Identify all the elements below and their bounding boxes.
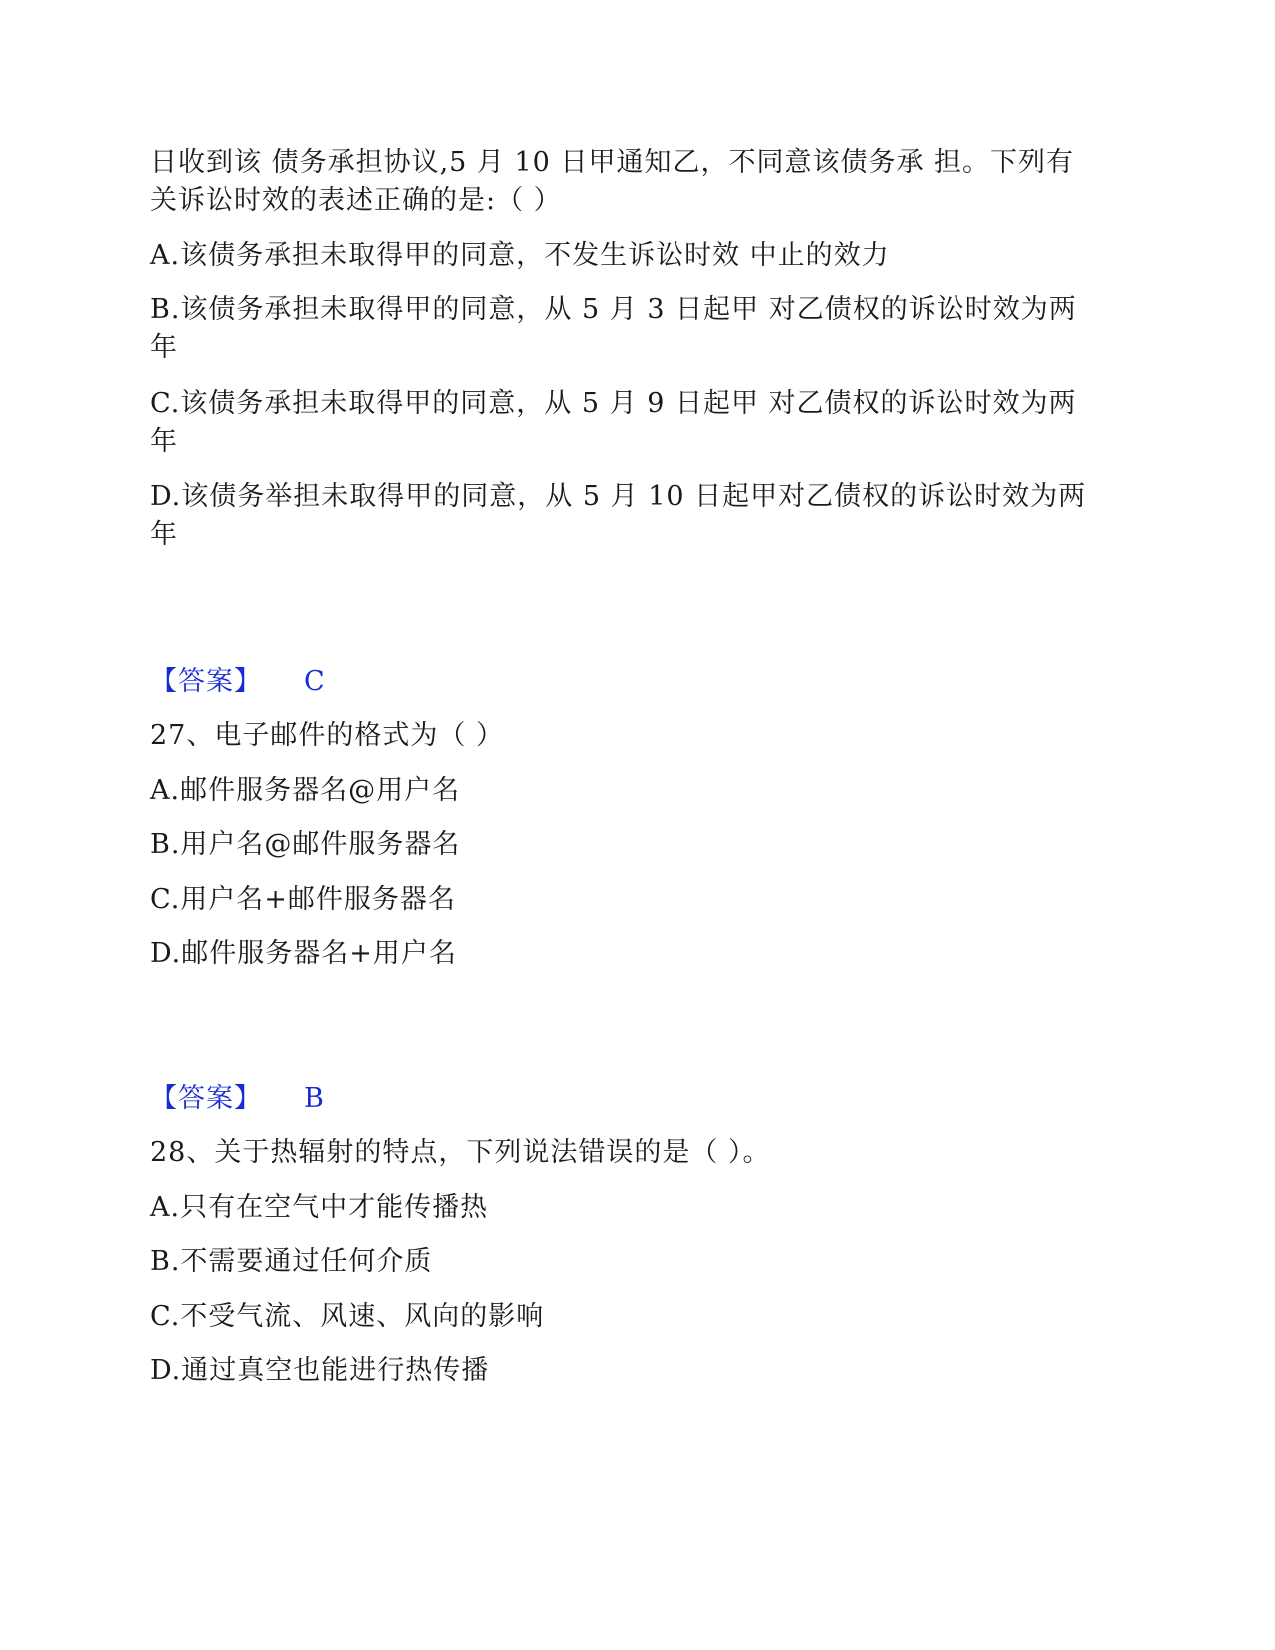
q26-option-a: A.该债务承担未取得甲的同意，不发生诉讼时效 中止的效力 — [150, 240, 890, 271]
answer-value: B — [304, 1083, 325, 1114]
q26-answer — [150, 662, 1110, 702]
q28-option-b: B.不需要通过任何介质 — [150, 1246, 433, 1277]
q27-option-a: A.邮件服务器名@用户名 — [150, 775, 461, 806]
answer-label: 【答案】 — [150, 1083, 262, 1114]
q26-stem-line-2: 关诉讼时效的表述正确的是:（ ） — [150, 185, 562, 216]
answer-value: C — [304, 666, 326, 697]
q26-option-d-line-2: 年 — [150, 519, 178, 550]
q26-option-b-line-1: B.该债务承担未取得甲的同意，从 5 月 3 日起甲 对乙债权的诉讼时效为两 — [150, 294, 1077, 325]
q28-option-a: A.只有在空气中才能传播热 — [150, 1192, 489, 1223]
q26-stem-line-1: 日收到该 债务承担协议,5 月 10 日甲通知乙，不同意该债务承 担。下列有 — [150, 147, 1075, 178]
q26-option-d-line-1: D.该债务举担未取得甲的同意，从 5 月 10 日起甲对乙债权的诉讼时效为两 — [150, 481, 1087, 512]
q27-option-c: C.用户名+邮件服务器名 — [150, 884, 456, 915]
q27-stem: 27、电子邮件的格式为（ ） — [150, 720, 504, 751]
q26-option-b-line-2: 年 — [150, 332, 178, 363]
q26-option-c-line-1: C.该债务承担未取得甲的同意，从 5 月 9 日起甲 对乙债权的诉讼时效为两 — [150, 388, 1077, 419]
q27-option-b: B.用户名@邮件服务器名 — [150, 829, 461, 860]
q27-answer — [150, 1079, 1110, 1119]
q26-option-c-line-2: 年 — [150, 426, 178, 457]
q28-stem: 28、关于热辐射的特点，下列说法错误的是（ ）。 — [150, 1137, 771, 1168]
q28-option-c: C.不受气流、风速、风向的影响 — [150, 1301, 545, 1332]
q27-option-d: D.邮件服务器名+用户名 — [150, 938, 457, 969]
q28-option-d: D.通过真空也能进行热传播 — [150, 1355, 490, 1386]
answer-label: 【答案】 — [150, 666, 262, 697]
